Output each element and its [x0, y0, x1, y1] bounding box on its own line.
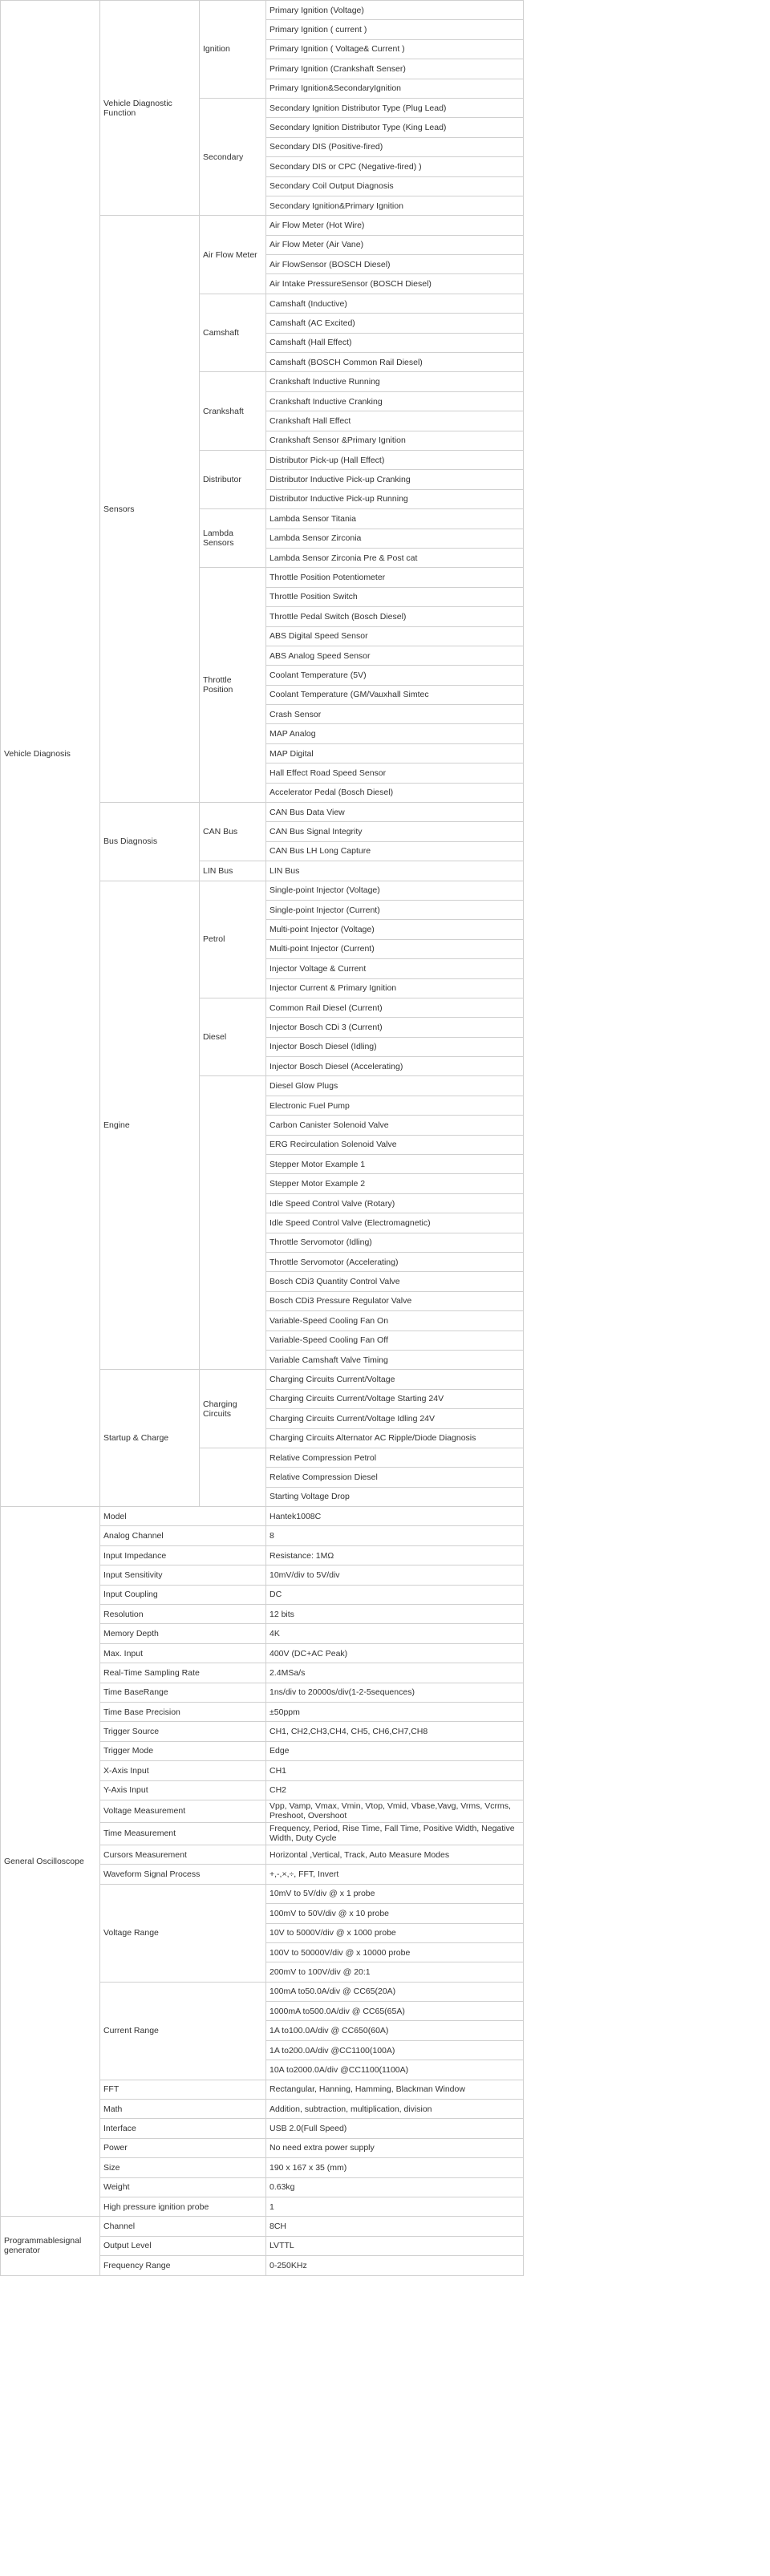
item-cell: MAP Digital — [266, 743, 524, 763]
item-cell: Distributor Inductive Pick-up Running — [266, 489, 524, 508]
item-cell: Throttle Pedal Switch (Bosch Diesel) — [266, 607, 524, 626]
spec-label: Input Sensitivity — [100, 1565, 266, 1585]
item-cell: Crankshaft Inductive Running — [266, 372, 524, 391]
spec-value: Hantek1008C — [266, 1507, 524, 1526]
item-cell: Crankshaft Inductive Cranking — [266, 391, 524, 411]
subgroup-label: Distributor — [200, 450, 266, 508]
spec-value: Frequency, Period, Rise Time, Fall Time, Positive Width, Negative Width, Duty Cycle — [266, 1822, 524, 1845]
spec-label: Real-Time Sampling Rate — [100, 1663, 266, 1683]
spec-value: DC — [266, 1585, 524, 1604]
item-cell: Relative Compression Petrol — [266, 1448, 524, 1467]
item-cell: Starting Voltage Drop — [266, 1487, 524, 1506]
table-row — [1, 1507, 524, 1526]
item-cell: ERG Recirculation Solenoid Valve — [266, 1135, 524, 1154]
item-cell: Lambda Sensor Zirconia Pre & Post cat — [266, 548, 524, 567]
item-cell: Stepper Motor Example 2 — [266, 1174, 524, 1193]
item-cell: Single-point Injector (Current) — [266, 900, 524, 919]
spec-label: Current Range — [100, 1982, 266, 2080]
spec-label: Frequency Range — [100, 2256, 266, 2275]
group-label: Sensors — [100, 216, 200, 803]
subgroup-label: Petrol — [200, 881, 266, 998]
item-cell: Coolant Temperature (5V) — [266, 666, 524, 685]
item-cell: Secondary Coil Output Diagnosis — [266, 176, 524, 196]
spec-label: Cursors Measurement — [100, 1845, 266, 1864]
item-cell: ABS Analog Speed Sensor — [266, 646, 524, 665]
subgroup-label: Camshaft — [200, 294, 266, 372]
item-cell: Charging Circuits Alternator AC Ripple/Diode Diagnosis — [266, 1428, 524, 1448]
spec-value: 0.63kg — [266, 2177, 524, 2197]
section-label: General Oscilloscope — [1, 1507, 100, 2217]
spec-value: 1 — [266, 2197, 524, 2216]
item-cell: Throttle Position Switch — [266, 587, 524, 606]
spec-label: Voltage Measurement — [100, 1800, 266, 1822]
spec-label: High pressure ignition probe — [100, 2197, 266, 2216]
table-row — [1, 1, 524, 20]
spec-value: Horizontal ,Vertical, Track, Auto Measure Modes — [266, 1845, 524, 1864]
spec-value: CH2 — [266, 1780, 524, 1800]
item-cell: Charging Circuits Current/Voltage Idling 24V — [266, 1409, 524, 1428]
spec-label: FFT — [100, 2080, 266, 2099]
subgroup-label — [200, 1448, 266, 1506]
spec-value: 190 x 167 x 35 (mm) — [266, 2158, 524, 2177]
item-cell: Multi-point Injector (Current) — [266, 939, 524, 958]
spec-value: Rectangular, Hanning, Hamming, Blackman Window — [266, 2080, 524, 2099]
spec-label: Input Coupling — [100, 1585, 266, 1604]
item-cell: Charging Circuits Current/Voltage Starting 24V — [266, 1389, 524, 1408]
spec-value: 1A to200.0A/div @CC1100(100A) — [266, 2040, 524, 2060]
item-cell: Throttle Servomotor (Idling) — [266, 1233, 524, 1252]
spec-label: Power — [100, 2138, 266, 2157]
item-cell: Lambda Sensor Titania — [266, 509, 524, 529]
item-cell: Air Intake PressureSensor (BOSCH Diesel) — [266, 274, 524, 294]
item-cell: Secondary DIS or CPC (Negative-fired) ) — [266, 157, 524, 176]
spec-value: 10A to2000.0A/div @CC1100(1100A) — [266, 2060, 524, 2080]
spec-value: 100V to 50000V/div @ x 10000 probe — [266, 1942, 524, 1962]
item-cell: Crankshaft Sensor &Primary Ignition — [266, 431, 524, 450]
spec-value: LVTTL — [266, 2236, 524, 2255]
spec-label: Interface — [100, 2119, 266, 2138]
item-cell: CAN Bus Data View — [266, 803, 524, 822]
spec-value: Edge — [266, 1741, 524, 1760]
subgroup-label: Throttle Position — [200, 568, 266, 803]
subgroup-label: Diesel — [200, 998, 266, 1076]
item-cell: Secondary Ignition Distributor Type (Plug Lead) — [266, 98, 524, 117]
spec-value: CH1 — [266, 1761, 524, 1780]
spec-value: 200mV to 100V/div @ 20:1 — [266, 1962, 524, 1982]
item-cell: Idle Speed Control Valve (Rotary) — [266, 1193, 524, 1213]
spec-label: Trigger Source — [100, 1722, 266, 1741]
spec-value: 1000mA to500.0A/div @ CC65(65A) — [266, 2002, 524, 2021]
spec-label: Time Measurement — [100, 1822, 266, 1845]
item-cell: Relative Compression Diesel — [266, 1468, 524, 1487]
spec-value: 12 bits — [266, 1605, 524, 1624]
spec-value: 10V to 5000V/div @ x 1000 probe — [266, 1923, 524, 1942]
spec-label: Time BaseRange — [100, 1683, 266, 1702]
spec-value: 1ns/div to 20000s/div(1-2-5sequences) — [266, 1683, 524, 1702]
item-cell: Stepper Motor Example 1 — [266, 1155, 524, 1174]
group-label: Vehicle Diagnostic Function — [100, 1, 200, 216]
item-cell: Injector Voltage & Current — [266, 959, 524, 978]
spec-label: X-Axis Input — [100, 1761, 266, 1780]
item-cell: Single-point Injector (Voltage) — [266, 881, 524, 900]
item-cell: Distributor Inductive Pick-up Cranking — [266, 470, 524, 489]
item-cell: Secondary Ignition&Primary Ignition — [266, 196, 524, 215]
group-label: Engine — [100, 881, 200, 1370]
group-label: Bus Diagnosis — [100, 803, 200, 881]
spec-value: 2.4MSa/s — [266, 1663, 524, 1683]
subgroup-label — [200, 1076, 266, 1370]
spec-value: Resistance: 1MΩ — [266, 1545, 524, 1565]
table-row — [1, 2217, 524, 2236]
spec-value: CH1, CH2,CH3,CH4, CH5, CH6,CH7,CH8 — [266, 1722, 524, 1741]
item-cell: Injector Bosch CDi 3 (Current) — [266, 1018, 524, 1037]
spec-label: Weight — [100, 2177, 266, 2197]
item-cell: Primary Ignition ( Voltage& Current ) — [266, 39, 524, 59]
item-cell: Air Flow Meter (Hot Wire) — [266, 216, 524, 235]
spec-label: Output Level — [100, 2236, 266, 2255]
spec-label: Model — [100, 1507, 266, 1526]
spec-label: Max. Input — [100, 1643, 266, 1663]
spec-value: Vpp, Vamp, Vmax, Vmin, Vtop, Vmid, Vbase,Vavg, Vrms, Vcrms, Preshoot, Overshoot — [266, 1800, 524, 1822]
subgroup-label: Charging Circuits — [200, 1370, 266, 1448]
spec-value: 4K — [266, 1624, 524, 1643]
subgroup-label: LIN Bus — [200, 861, 266, 881]
item-cell: Camshaft (AC Excited) — [266, 314, 524, 333]
item-cell: Secondary DIS (Positive-fired) — [266, 137, 524, 156]
spec-value: 100mV to 50V/div @ x 10 probe — [266, 1904, 524, 1923]
spec-label: Analog Channel — [100, 1526, 266, 1545]
item-cell: Crash Sensor — [266, 705, 524, 724]
spec-value: No need extra power supply — [266, 2138, 524, 2157]
item-cell: Hall Effect Road Speed Sensor — [266, 763, 524, 783]
spec-label: Y-Axis Input — [100, 1780, 266, 1800]
spec-value: 10mV to 5V/div @ x 1 probe — [266, 1884, 524, 1903]
item-cell: Variable Camshaft Valve Timing — [266, 1350, 524, 1369]
spec-label: Channel — [100, 2217, 266, 2236]
spec-table-body — [1, 1, 524, 2276]
spec-value: ±50ppm — [266, 1702, 524, 1721]
item-cell: Throttle Servomotor (Accelerating) — [266, 1253, 524, 1272]
spec-value: 8CH — [266, 2217, 524, 2236]
subgroup-label: Secondary — [200, 98, 266, 215]
item-cell: Lambda Sensor Zirconia — [266, 529, 524, 548]
item-cell: Distributor Pick-up (Hall Effect) — [266, 450, 524, 469]
item-cell: Accelerator Pedal (Bosch Diesel) — [266, 783, 524, 802]
subgroup-label: Lambda Sensors — [200, 509, 266, 568]
item-cell: Injector Current & Primary Ignition — [266, 978, 524, 998]
spec-value: 8 — [266, 1526, 524, 1545]
group-label: Startup & Charge — [100, 1370, 200, 1507]
item-cell: ABS Digital Speed Sensor — [266, 626, 524, 646]
item-cell: Primary Ignition&SecondaryIgnition — [266, 79, 524, 98]
item-cell: CAN Bus Signal Integrity — [266, 822, 524, 841]
item-cell: MAP Analog — [266, 724, 524, 743]
spec-value: 400V (DC+AC Peak) — [266, 1643, 524, 1663]
spec-value: 10mV/div to 5V/div — [266, 1565, 524, 1585]
item-cell: Variable-Speed Cooling Fan Off — [266, 1331, 524, 1350]
spec-label: Memory Depth — [100, 1624, 266, 1643]
item-cell: Camshaft (Inductive) — [266, 294, 524, 313]
subgroup-label: Ignition — [200, 1, 266, 99]
spec-value: 100mA to50.0A/div @ CC65(20A) — [266, 1982, 524, 2001]
item-cell: Secondary Ignition Distributor Type (King Lead) — [266, 118, 524, 137]
item-cell: Coolant Temperature (GM/Vauxhall Simtec — [266, 685, 524, 704]
item-cell: Primary Ignition (Crankshaft Senser) — [266, 59, 524, 79]
item-cell: Throttle Position Potentiometer — [266, 568, 524, 587]
spec-label: Resolution — [100, 1605, 266, 1624]
item-cell: Idle Speed Control Valve (Electromagnetic) — [266, 1213, 524, 1233]
spec-label: Input Impedance — [100, 1545, 266, 1565]
item-cell: Air FlowSensor (BOSCH Diesel) — [266, 255, 524, 274]
spec-label: Waveform Signal Process — [100, 1865, 266, 1884]
item-cell: Electronic Fuel Pump — [266, 1096, 524, 1115]
section-label: Programmablesignal generator — [1, 2217, 100, 2275]
subgroup-label: Air Flow Meter — [200, 216, 266, 294]
spec-value: Addition, subtraction, multiplication, division — [266, 2100, 524, 2119]
item-cell: Multi-point Injector (Voltage) — [266, 920, 524, 939]
spec-label: Math — [100, 2100, 266, 2119]
item-cell: Camshaft (BOSCH Common Rail Diesel) — [266, 353, 524, 372]
item-cell: Injector Bosch Diesel (Idling) — [266, 1037, 524, 1056]
spec-value: 0-250KHz — [266, 2256, 524, 2275]
item-cell: Bosch CDi3 Pressure Regulator Valve — [266, 1291, 524, 1310]
spec-label: Size — [100, 2158, 266, 2177]
item-cell: Carbon Canister Solenoid Valve — [266, 1116, 524, 1135]
item-cell: Primary Ignition (Voltage) — [266, 1, 524, 20]
spec-value: 1A to100.0A/div @ CC650(60A) — [266, 2021, 524, 2040]
item-cell: Crankshaft Hall Effect — [266, 411, 524, 431]
spec-label: Trigger Mode — [100, 1741, 266, 1760]
item-cell: Camshaft (Hall Effect) — [266, 333, 524, 352]
subgroup-label: Crankshaft — [200, 372, 266, 451]
item-cell: Common Rail Diesel (Current) — [266, 998, 524, 1017]
item-cell: Charging Circuits Current/Voltage — [266, 1370, 524, 1389]
item-cell: Bosch CDi3 Quantity Control Valve — [266, 1272, 524, 1291]
item-cell: Diesel Glow Plugs — [266, 1076, 524, 1096]
item-cell: CAN Bus LH Long Capture — [266, 841, 524, 861]
item-cell: Variable-Speed Cooling Fan On — [266, 1311, 524, 1331]
spec-value: USB 2.0(Full Speed) — [266, 2119, 524, 2138]
section-label: Vehicle Diagnosis — [1, 1, 100, 1507]
spec-value: +,-,×,÷, FFT, Invert — [266, 1865, 524, 1884]
item-cell: Injector Bosch Diesel (Accelerating) — [266, 1057, 524, 1076]
spec-label: Time Base Precision — [100, 1702, 266, 1721]
item-cell: Air Flow Meter (Air Vane) — [266, 235, 524, 254]
spec-label: Voltage Range — [100, 1884, 266, 1982]
item-cell: Primary Ignition ( current ) — [266, 20, 524, 39]
item-cell: LIN Bus — [266, 861, 524, 881]
subgroup-label: CAN Bus — [200, 803, 266, 861]
